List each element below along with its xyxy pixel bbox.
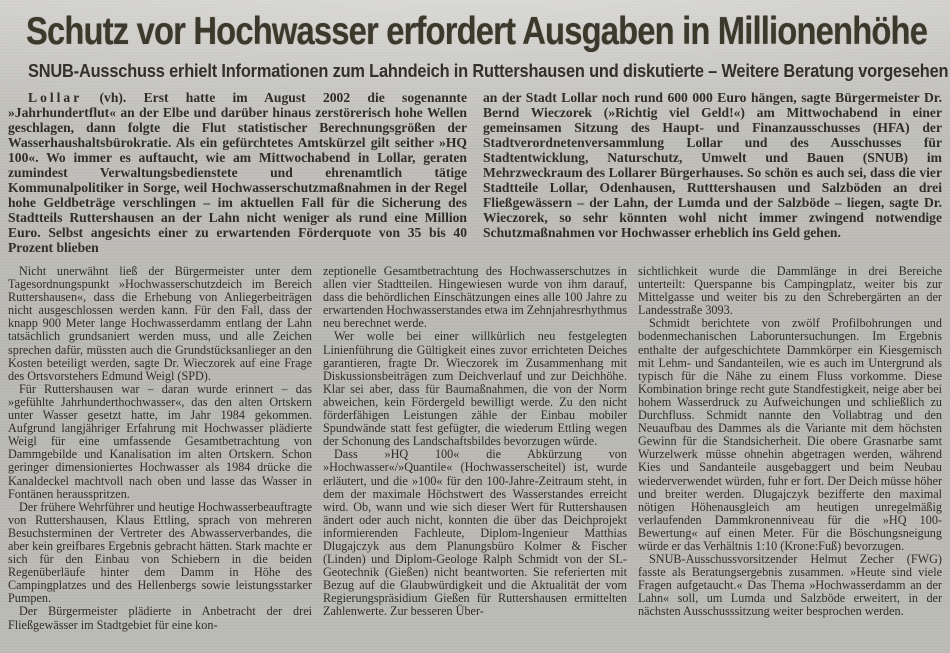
body-paragraph: Für Ruttershausen war – daran wurde erinnert – das »gefühlte Jahrhunderthochwasser«, das den alten Ortskern unter Wasser gesetzt hatte, im Jahr 1984 gekommen. Aufgrund langjähriger Erfahrung mit Hochwasser plädierte Weigl für eine umfassende Gesamtbetrachtung von Dammgebilde und Kanalisation im alten Ortskern. Schon geringer dimensioniertes Hochwasser als 1984 drücke die Kanaldeckel machtvoll nach oben und lasse das Wasser in Fontänen herausspritzen.	[8, 381, 312, 501]
body-column-1	[8, 265, 312, 632]
body-paragraph: Wer wolle bei einer willkürlich neu festgelegten Linienführung die Gültigkeit eines zuvor errichteten Deiches garantieren, fragte Dr. Wieczorek im Zusammenhang mit Diskussionsbeiträgen zum Deichverlauf und zur Deichhöhe. Klar sei aber, dass für Baumaßnahmen, die von der Norm abweichen, kein Fördergeld bewilligt werde. Zu den nicht förderfähigen Leistungen zähle der Einbau mobiler Spundwände statt fest gefügter, die wiederum Ettling wegen der Schonung des Landschaftsbildes bevorzugen würde.	[323, 329, 627, 449]
body-paragraph: Schmidt berichtete von zwölf Profilbohrungen und bodenmechanischen Laboruntersuchungen. Im Ergebnis enthalte der aufgeschichtete Dammkörper ein Kiesgemisch mit Lehm- und Sandanteilen, wie es auch im Untergrund als typisch für die Nähe zu einem Fluss vorkomme. Diese Kombination bringe recht gute Standfestigkeit, neige aber bei hohem Wasserdruck zu Aufweichungen und schließlich zu Durchfluss. Schmidt nannte den Vollabtrag und den Neuaufbau des Dammes als die Variante mit dem höchsten Gewinn für die Standsicherheit. Die obere Grasnarbe samt Wurzelwerk müsse ohnehin abgetragen werden, während Kies und Sandanteile ausgebaggert und beim Neubau wiederverwendet würden, fuhr er fort. Der Deich müsse höher und breiter werden. Dlugajczyk bezifferte den maximal nötigen Höhenausgleich am heutigen unregelmäßig verlaufenden Dammkronenniveau für die »HQ 100-Bewertung« auf einen Meter. Für die Böschungsneigung würde er das Verhältnis 1:10 (Krone:Fuß) bevorzugen.	[638, 316, 942, 553]
article-headline	[26, 10, 944, 54]
article-body	[8, 265, 942, 632]
body-column-3	[638, 265, 942, 632]
body-paragraph: Dass »HQ 100« die Abkürzung von »Hochwasser«/»Quantile« (Hochwasserscheitel) ist, wurde erläutert, und die »100« für den 100-Jahre-Zeitraum steht, in dem der maximale Höchstwert des Wasserstandes erreicht wird. Ob, wann und wie sich dieser Wert für Ruttershausen ändert oder auch nicht, konnten die über das Deichprojekt informierenden Fachleute, Diplom-Ingenieur Matthias Dlugajczyk aus dem Planungsbüro Kolmer & Fischer (Linden) und Diplom-Geologe Ralph Schmidt von der SL-Geotechnik (Gießen) nicht beantworten. Sie referierten mit Bezug auf die Glaubwürdigkeit und die Aktualität der vom Regierungspräsidium Gießen für Ruttershausen ermittelten Zahlenwerte. Zur besseren Über-	[323, 447, 627, 619]
body-paragraph: Nicht unerwähnt ließ der Bürgermeister unter dem Tagesordnungspunkt »Hochwasserschutzdeich im Bereich Ruttershausen«, dass die Erhebung von Anliegerbeiträgen nicht ausgeschlossen werden kann. Für den Fall, dass der knapp 900 Meter lange Hochwasserdamm entlang der Lahn tatsächlich grundsaniert werden muss, und alle Zeichen sprechen dafür, müssten auch die Grundstücksanlieger an den Kosten beteiligt werden, sagte Dr. Wieczorek auf eine Frage des Ortsvorstehers Edmund Weigl (SPD).	[8, 264, 312, 383]
article-subhead-text: SNUB-Ausschuss erhielt Informationen zum Lahndeich in Ruttershausen und diskutierte – Weitere Beratung vorgesehen	[28, 60, 949, 81]
article-subhead	[28, 60, 949, 82]
lead-left-text: (vh). Erst hatte im August 2002 die sogenannte »Jahrhundertflut« an der Elbe und darüber hinaus zerstörerisch hohe Wellen geschlagen, dann folgte die Flut statistischer Berechnungsgrößen der Wasserhaushaltsbürokratie. Als ein gefürchtetes Amtskürzel gilt seither »HQ 100«. Wo immer es auftaucht, wie am Mittwochabend in Lollar, geraten zumindest Verwaltungsbedienstete und ehrenamtlich tätige Kommunalpolitiker in Sorge, weil Hochwasserschutzmaßnahmen in der Regel hohe Geldbeträge verschlingen – im aktuellen Fall für die Sicherung des Stadtteils Ruttershausen an der Lahn nicht weniger als rund eine Million Euro. Selbst angesichts einer zu erwartenden Förderquote von 35 bis 40 Prozent blieben	[8, 90, 467, 255]
article-headline-text: Schutz vor Hochwasser erfordert Ausgaben in Millionenhöhe	[26, 10, 928, 53]
body-paragraph: sichtlichkeit wurde die Dammlänge in drei Bereiche unterteilt: Querspanne bis Campingplatz, weiter bis zur Mittelgasse und weiter bis zu den Schrebergärten an der Landesstraße 3093.	[638, 264, 942, 318]
dateline: Lollar	[28, 90, 83, 105]
body-column-2	[323, 265, 627, 632]
lead-column-left	[8, 90, 467, 255]
lead-paragraph	[8, 90, 942, 255]
body-paragraph: Der frühere Wehrführer und heutige Hochwasserbeauftragte von Ruttershausen, Klaus Ettling, sprach von mehreren Besuchsterminen der Vertreter des Abwasserverbandes, die aber kein greifbares Ergebnis gebracht hätten. Stark machte er sich für den Einbau von Schiebern in die beiden Regenüberläufe hinter dem Damm in Höhe des Campingplatzes und des Hellenbergs sowie leistungsstarker Pumpen.	[8, 499, 312, 606]
body-paragraph: Der Bürgermeister plädierte in Anbetracht der drei Fließgewässer im Stadtgebiet für eine kon-	[8, 604, 312, 632]
lead-column-right: an der Stadt Lollar noch rund 600 000 Euro hängen, sagte Bürgermeister Dr. Bernd Wieczorek (»Richtig viel Geld!«) am Mittwochabend in einer gemeinsamen Sitzung des Haupt- und Finanzausschusses (HFA) der Stadtverordnetenversammlung Lollar und des Ausschusses für Stadtentwicklung, Naturschutz, Umwelt und Bauen (SNUB) im Mehrzweckraum des Lollarer Bürgerhauses. So schön es auch sei, dass die vier Stadtteile Lollar, Odenhausen, Rutttershausen und Salzböden an drei Fließgewässern – der Lahn, der Lumda und der Salzböde – liegen, sagte Dr. Wieczorek, so sehr könnten wohl nicht immer zwingend notwendige Schutzmaßnahmen vor Hochwasser erheblich ins Geld gehen.	[483, 90, 942, 240]
body-paragraph: SNUB-Ausschussvorsitzender Helmut Zecher (FWG) fasste als Beratungsergebnis zusammen. »Heute sind viele Fragen aufgetaucht.« Das Thema »Hochwasserdamm an der Lahn« soll, um Lumda und Salzböde erweitert, in der nächsten Ausschusssitzung weiter besprochen werden.	[638, 552, 942, 619]
body-paragraph: zeptionelle Gesamtbetrachtung des Hochwasserschutzes in allen vier Stadtteilen. Hingewiesen wurde von ihm darauf, dass die behördlichen Einschätzungen eines alle 100 Jahre zu erwartenden Hochwasserstandes etwa im Zehnjahresrhythmus neu berechnet werde.	[323, 264, 627, 331]
